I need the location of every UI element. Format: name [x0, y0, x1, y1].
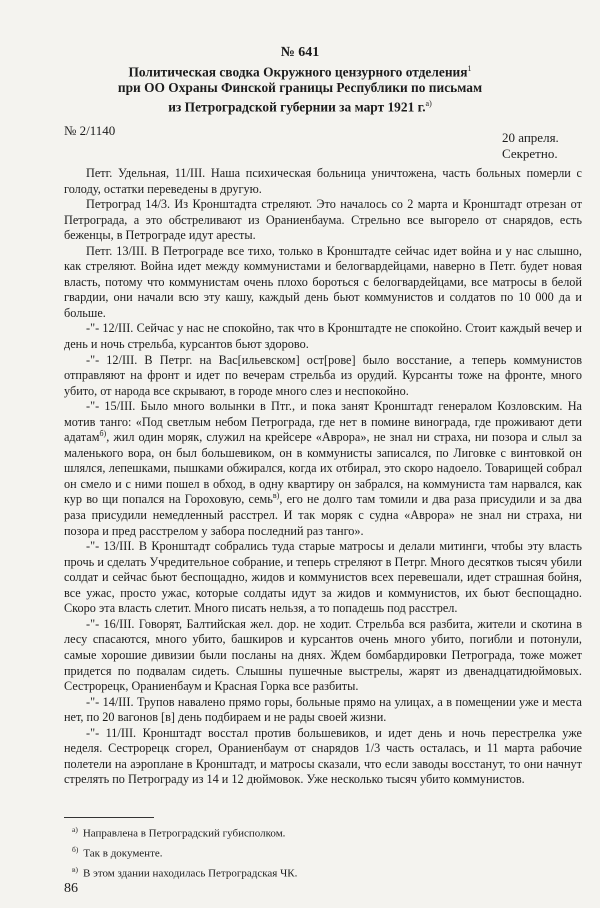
document-title-line-3 [0, 96, 600, 115]
kronstadt-text-2: часть осталась, и 11 марта рабочие полетели на аэроплане в Кронштадт, и матросы сказали, что если заводы восстанут, то они начнут стрелять по Петрограду из 14 и 12 дюймовок. Уже несколько тысяч убито коммунистов. [64, 741, 582, 787]
title-text-1: Политическая сводка Окружного цензурного отделения [128, 64, 468, 80]
paragraph: -"- 12/III. В Петрг. на Вас[ильевском] ост[рове] было восстание, а теперь коммунистов отправляют на фронт и идет по вечерам стрельба из орудий. Курсанты тоже на фронте, много убито, от народа все скрывают, в городе много слез и неспокойно. [64, 352, 582, 398]
tango-text-1: -"- 15/III. Было много волынки в Птг., и пока занят Кронштадт генералом Козловским. На мотив танго: «Под светлым небом Петрограда, где нет в помине винограда, где проживают дети адатам [64, 399, 582, 445]
footnote-mark: б) [72, 845, 79, 855]
footnote-mark: а) [72, 825, 78, 834]
paragraph: Петроград 14/3. Из Кронштадта стреляют. Это началось со 2 марта и Кронштадт отрезан от Петрограда, а это обстреливают из Ораниенбаума. Стрельно все выгорело от снарядов, есть беженцы, в Петрограде идут аресты. [64, 197, 582, 243]
paragraph-tango [64, 399, 582, 539]
paragraph-kronstadt [64, 726, 582, 788]
footnote [72, 842, 297, 862]
document-header [0, 44, 600, 116]
footnotes [72, 822, 297, 882]
footnote-text: В этом здании находилась Петроградская ЧК. [83, 867, 298, 880]
document-title-line-1 [0, 61, 600, 80]
kronstadt-text-1: -"- 11/III. Кронштадт восстал против большевиков, и идет день и ночь перестрелка уже неделя. Сестрорецк сгорел, Ораниенбаум от снарядов [64, 725, 582, 756]
footnote-divider [64, 817, 154, 818]
paragraph: -"- 12/III. Сейчас у нас не спокойно, так что в Кронштадте не спокойно. Стоит каждый вечер и день и ночь стрельба, курсантов бьют здорово. [64, 321, 582, 352]
classification-mark: Секретно. [502, 146, 558, 161]
document-body [64, 166, 582, 788]
document-date: 20 апреля. [502, 130, 559, 145]
page-number: 86 [64, 881, 78, 896]
document-title-line-2: при ОО Охраны Финской границы Республики по письмам [117, 80, 483, 96]
tango-text-3: , его не долго там томили и два раза присудили и за два раза присудили немедленный расстрел. И так моряк с судна «Аврора» не знал ни страха, ни позора и пред расстрелом у забора последний раз танго». [64, 492, 582, 538]
paragraph: Петг. 13/III. В Петрограде все тихо, только в Кронштадте сейчас идет война и у нас слышно, как стреляют. Война идет между коммунистами и белогвардейцами, наверно в Петг. будет новая власть, потому что коммунистам очень плохо бороться с белогвардейцами, все матросы в белой гвардии, они начали всю эту кашу, каждый день бьют коммунистов и солдатов по 10 000 да и больше. [64, 243, 582, 320]
paragraph: -"- 16/III. Говорят, Балтийская жел. дор. не ходит. Стрельба вся разбита, жители и скотина в лесу спасаются, много убито, башкиров и курсантов очень много убито, погибли и потонули, самые хорошие дивизии были посланы на днях. Ждем бомбардировки Петрограда, тоже может придется по подвалам сидеть. Слышны пушечные выстрелы, жарят из двенадцатидюймовых. Сестрорецк, Ораниенбаум и Красная Горка все разбиты. [64, 616, 582, 694]
footnote-text: Так в документе. [83, 847, 163, 860]
title-text-3: из Петроградской губернии за март 1921 г. [168, 99, 426, 115]
tango-text-2: , жил один моряк, служил на крейсере «Аврора», не знал ни страха, ни позора и слыл за маленького вора, он был большевиком, он в коммунисты записался, по Лиговке с винтовкой он шлялся, лепешками, пышками обжирался, когда их отбирал, это скоро надоело. Товарищей собрал он смело и с ними пошел в обход, в одну квартиру он забрался, на коммуниста там нарвался, как кур во щи попался на Гороховую, семь [64, 430, 582, 507]
footnote [72, 822, 297, 842]
registration-number: № 2/1140 [64, 123, 116, 138]
paragraph: Петг. Удельная, 11/III. Наша психическая больница уничтожена, часть больных померли с голоду, остатки переведены в другую. [64, 166, 582, 196]
document-number: № 641 [280, 45, 320, 60]
date-block [502, 130, 578, 162]
fraction: 1/3 [364, 741, 381, 756]
footnote-ref-b: б) [99, 429, 107, 439]
footnote-text: Направлена в Петроградский губисполком. [82, 827, 286, 840]
footnote-ref-v: в) [272, 491, 280, 501]
footnote-mark: в) [72, 865, 79, 875]
footnote [72, 862, 297, 882]
title-note-mark-1: 1 [467, 64, 472, 73]
paragraph: -"- 14/III. Трупов навалено прямо горы, больные прямо на улицах, а в помещении уже и места нет, по 20 вагонов [в] день подбираем и не рады своей жизни. [64, 694, 582, 725]
paragraph: -"- 13/III. В Кронштадт собрались туда старые матросы и делали митинги, чтобы эту власть прочь и сделать Учредительное собрание, и теперь стреляют в Петрг. Много десятков тысяч убили солдат и сейчас бьют беспощадно, жидов и коммунистов всех перевешали, идет страшная бойня, все ужас, просто ужас, которые солдаты идут за жидов и коммунистов, их бьют беспощадно. Скоро эта власть слетит. Много писать нельзя, а то попадешь под расстрел. [64, 539, 582, 616]
footnote-ref-a: а) [425, 99, 432, 109]
